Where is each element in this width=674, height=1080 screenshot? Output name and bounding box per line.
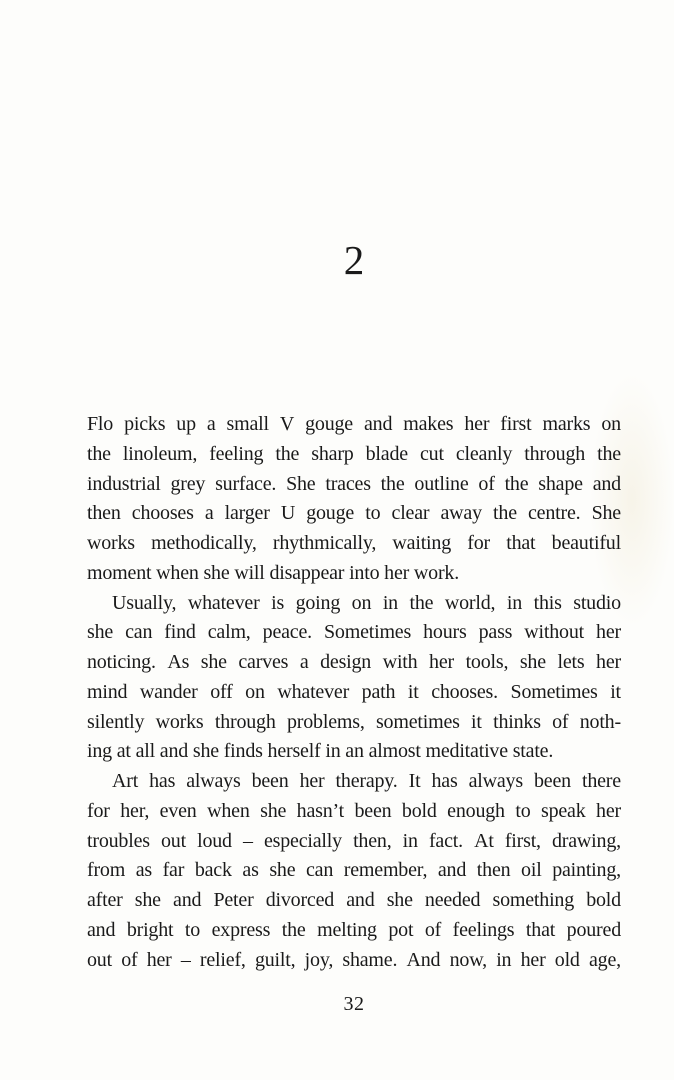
text-line: the linoleum, feeling the sharp blade cut cleanly through the: [87, 442, 621, 465]
text-line: industrial grey surface. She traces the outline of the shape and: [87, 472, 621, 495]
text-line: for her, even when she hasn’t been bold enough to speak her: [87, 799, 621, 822]
text-line: silently works through problems, sometimes it thinks of noth-: [87, 710, 621, 733]
text-line: works methodically, rhythmically, waiting for that beautiful: [87, 532, 621, 554]
text-line: Usually, whatever is going on in the world, in this studio: [112, 591, 621, 614]
text-line: after she and Peter divorced and she needed something bold: [87, 889, 621, 911]
body-text: [87, 410, 621, 975]
text-line: she can find calm, peace. Sometimes hours pass without her: [87, 621, 621, 644]
text-line: out of her – relief, guilt, joy, shame. And now, in her old age,: [87, 948, 621, 971]
text-line: from as far back as she can remember, and then oil painting,: [87, 859, 621, 882]
chapter-number: 2: [343, 237, 365, 283]
page-number: 32: [343, 993, 365, 1015]
text-line: and bright to express the melting pot of feelings that poured: [87, 918, 621, 941]
text-line: moment when she will disappear into her work.: [87, 561, 460, 584]
text-line: noticing. As she carves a design with her tools, she lets her: [87, 651, 621, 673]
text-line: Flo picks up a small V gouge and makes her first marks on: [87, 413, 621, 435]
text-line: troubles out loud – especially then, in fact. At first, drawing,: [87, 829, 621, 852]
text-line: then chooses a larger U gouge to clear away the centre. She: [87, 502, 621, 525]
text-line: ing at all and she finds herself in an almost meditative state.: [87, 740, 554, 763]
text-line: Art has always been her therapy. It has always been there: [112, 770, 621, 792]
text-line: mind wander off on whatever path it chooses. Sometimes it: [87, 680, 621, 703]
